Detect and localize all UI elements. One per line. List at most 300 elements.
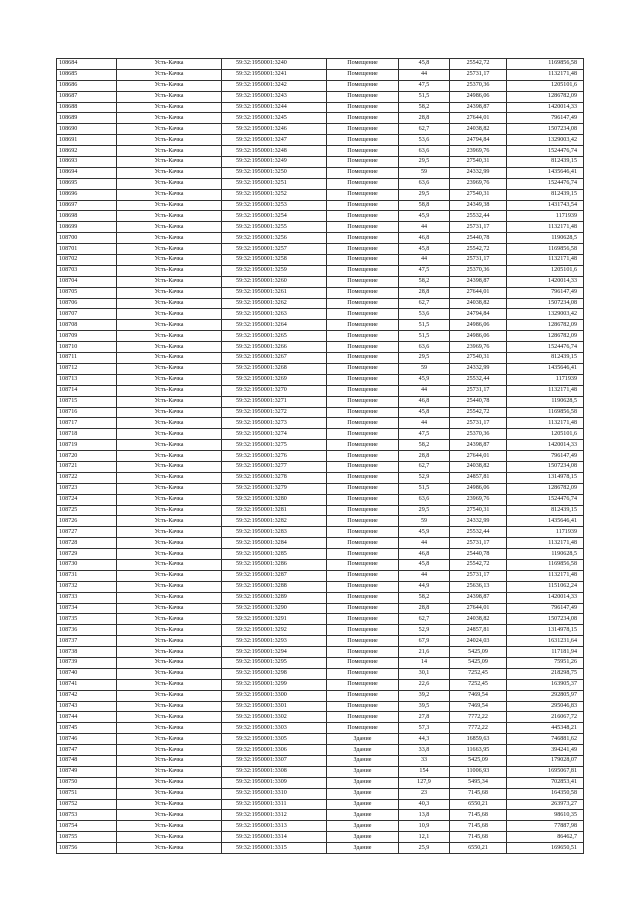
table-row (57, 200, 584, 211)
cell-unit-value: 24398,87 (450, 592, 507, 603)
cell-settlement: Усть-Качка (117, 189, 222, 200)
cell-record-number: 108698 (57, 211, 117, 222)
cell-cadastral-value: 1205101,6 (507, 429, 584, 440)
cell-object-type: Помещение (327, 353, 399, 364)
cell-area: 58,2 (399, 276, 450, 287)
cell-record-number: 108736 (57, 625, 117, 636)
cell-cadastral-value: 1205101,6 (507, 80, 584, 91)
cell-unit-value: 25532,44 (450, 211, 507, 222)
table-row (57, 843, 584, 854)
cell-cadastral-value: 1132171,48 (507, 222, 584, 233)
table-row (57, 592, 584, 603)
table-row (57, 712, 584, 723)
cell-unit-value: 25370,36 (450, 265, 507, 276)
cell-unit-value: 24986,06 (450, 331, 507, 342)
cell-unit-value: 25542,72 (450, 59, 507, 70)
cell-cadastral-number: 59:32:1950001:3293 (222, 636, 327, 647)
cell-record-number: 108727 (57, 527, 117, 538)
cell-cadastral-value: 796147,49 (507, 287, 584, 298)
cell-cadastral-value: 1190628,5 (507, 549, 584, 560)
cell-settlement: Усть-Качка (117, 320, 222, 331)
cell-cadastral-number: 59:32:1950001:3270 (222, 385, 327, 396)
cell-object-type: Помещение (327, 91, 399, 102)
cell-object-type: Помещение (327, 679, 399, 690)
cell-record-number: 108706 (57, 298, 117, 309)
cell-record-number: 108730 (57, 559, 117, 570)
cell-area: 44,9 (399, 581, 450, 592)
cell-record-number: 108726 (57, 516, 117, 527)
cell-cadastral-number: 59:32:1950001:3251 (222, 178, 327, 189)
cell-unit-value: 11006,93 (450, 766, 507, 777)
cell-object-type: Помещение (327, 80, 399, 91)
cell-cadastral-number: 59:32:1950001:3268 (222, 363, 327, 374)
cell-unit-value: 27540,31 (450, 353, 507, 364)
cell-cadastral-value: 169650,51 (507, 843, 584, 854)
table-row (57, 679, 584, 690)
cell-object-type: Помещение (327, 647, 399, 658)
cell-cadastral-number: 59:32:1950001:3255 (222, 222, 327, 233)
cell-record-number: 108691 (57, 135, 117, 146)
cell-object-type: Помещение (327, 233, 399, 244)
cell-cadastral-value: 1171939 (507, 374, 584, 385)
cell-cadastral-number: 59:32:1950001:3246 (222, 124, 327, 135)
cell-area: 63,6 (399, 146, 450, 157)
cell-record-number: 108748 (57, 756, 117, 767)
cell-area: 58,2 (399, 440, 450, 451)
cell-unit-value: 27644,01 (450, 113, 507, 124)
cell-area: 58,2 (399, 592, 450, 603)
cell-area: 51,5 (399, 91, 450, 102)
cell-object-type: Помещение (327, 625, 399, 636)
cell-unit-value: 23969,76 (450, 178, 507, 189)
cell-settlement: Усть-Качка (117, 298, 222, 309)
table-row (57, 396, 584, 407)
cell-unit-value: 24038,82 (450, 124, 507, 135)
cell-settlement: Усть-Качка (117, 668, 222, 679)
cell-unit-value: 25731,17 (450, 538, 507, 549)
cell-object-type: Помещение (327, 396, 399, 407)
table-body (57, 59, 584, 854)
cell-unit-value: 24986,06 (450, 91, 507, 102)
cell-object-type: Здание (327, 756, 399, 767)
cell-unit-value: 24794,84 (450, 309, 507, 320)
table-row (57, 124, 584, 135)
cell-record-number: 108722 (57, 472, 117, 483)
cell-cadastral-value: 98610,35 (507, 810, 584, 821)
table-row (57, 287, 584, 298)
cell-cadastral-value: 1132171,48 (507, 255, 584, 266)
cell-unit-value: 27644,01 (450, 287, 507, 298)
cell-record-number: 108724 (57, 494, 117, 505)
cell-record-number: 108699 (57, 222, 117, 233)
cell-record-number: 108697 (57, 200, 117, 211)
cell-cadastral-value: 812439,15 (507, 353, 584, 364)
cell-record-number: 108740 (57, 668, 117, 679)
cell-unit-value: 25731,17 (450, 385, 507, 396)
cell-cadastral-value: 796147,49 (507, 451, 584, 462)
cell-cadastral-value: 1524476,74 (507, 494, 584, 505)
cell-area: 45,9 (399, 374, 450, 385)
cell-settlement: Усть-Качка (117, 788, 222, 799)
cell-settlement: Усть-Качка (117, 821, 222, 832)
cell-object-type: Помещение (327, 331, 399, 342)
cell-unit-value: 6550,21 (450, 799, 507, 810)
table-row (57, 636, 584, 647)
cell-cadastral-number: 59:32:1950001:3305 (222, 734, 327, 745)
cell-area: 154 (399, 766, 450, 777)
cell-settlement: Усть-Качка (117, 549, 222, 560)
cell-cadastral-number: 59:32:1950001:3257 (222, 244, 327, 255)
cell-object-type: Помещение (327, 222, 399, 233)
cell-record-number: 108711 (57, 353, 117, 364)
cell-cadastral-number: 59:32:1950001:3273 (222, 418, 327, 429)
cell-cadastral-number: 59:32:1950001:3279 (222, 483, 327, 494)
table-row (57, 614, 584, 625)
cell-record-number: 108739 (57, 657, 117, 668)
cell-object-type: Помещение (327, 287, 399, 298)
cell-settlement: Усть-Качка (117, 570, 222, 581)
table-row (57, 461, 584, 472)
cell-area: 45,8 (399, 244, 450, 255)
cell-cadastral-value: 1507234,08 (507, 614, 584, 625)
cell-area: 44 (399, 385, 450, 396)
cell-area: 45,8 (399, 559, 450, 570)
table-row (57, 821, 584, 832)
cell-unit-value: 24857,81 (450, 472, 507, 483)
cell-object-type: Помещение (327, 374, 399, 385)
table-row (57, 505, 584, 516)
cell-unit-value: 7252,45 (450, 668, 507, 679)
cell-settlement: Усть-Качка (117, 440, 222, 451)
cell-object-type: Помещение (327, 690, 399, 701)
cell-record-number: 108710 (57, 342, 117, 353)
cell-cadastral-number: 59:32:1950001:3262 (222, 298, 327, 309)
cell-area: 46,8 (399, 233, 450, 244)
table-row (57, 788, 584, 799)
cell-record-number: 108717 (57, 418, 117, 429)
cell-settlement: Усть-Качка (117, 124, 222, 135)
cell-object-type: Помещение (327, 549, 399, 560)
cell-unit-value: 24398,87 (450, 440, 507, 451)
cell-record-number: 108733 (57, 592, 117, 603)
cell-cadastral-number: 59:32:1950001:3264 (222, 320, 327, 331)
table-row (57, 559, 584, 570)
cell-record-number: 108703 (57, 265, 117, 276)
cell-unit-value: 24398,87 (450, 276, 507, 287)
table-row (57, 418, 584, 429)
cell-object-type: Помещение (327, 592, 399, 603)
cell-unit-value: 6550,21 (450, 843, 507, 854)
cell-object-type: Помещение (327, 69, 399, 80)
cell-cadastral-number: 59:32:1950001:3312 (222, 810, 327, 821)
cell-record-number: 108719 (57, 440, 117, 451)
cell-settlement: Усть-Качка (117, 832, 222, 843)
cell-object-type: Помещение (327, 211, 399, 222)
table-row (57, 233, 584, 244)
cell-settlement: Усть-Качка (117, 777, 222, 788)
table-row (57, 766, 584, 777)
table-row (57, 265, 584, 276)
cell-area: 45,9 (399, 527, 450, 538)
cell-unit-value: 25532,44 (450, 527, 507, 538)
cell-cadastral-number: 59:32:1950001:3308 (222, 766, 327, 777)
cell-cadastral-number: 59:32:1950001:3248 (222, 146, 327, 157)
cell-settlement: Усть-Качка (117, 461, 222, 472)
cell-unit-value: 25731,17 (450, 222, 507, 233)
cell-unit-value: 25370,36 (450, 429, 507, 440)
cell-cadastral-value: 1169856,58 (507, 244, 584, 255)
cell-settlement: Усть-Качка (117, 723, 222, 734)
cell-record-number: 108696 (57, 189, 117, 200)
cell-settlement: Усть-Качка (117, 657, 222, 668)
cell-settlement: Усть-Качка (117, 178, 222, 189)
cell-record-number: 108720 (57, 451, 117, 462)
cell-cadastral-number: 59:32:1950001:3263 (222, 309, 327, 320)
table-row (57, 701, 584, 712)
cell-area: 28,8 (399, 603, 450, 614)
cell-record-number: 108755 (57, 832, 117, 843)
cell-cadastral-value: 1631231,64 (507, 636, 584, 647)
cell-area: 52,9 (399, 625, 450, 636)
cell-settlement: Усть-Качка (117, 603, 222, 614)
cell-cadastral-value: 1435646,41 (507, 167, 584, 178)
cell-object-type: Помещение (327, 483, 399, 494)
cell-area: 30,1 (399, 668, 450, 679)
table-row (57, 178, 584, 189)
cell-cadastral-value: 292805,97 (507, 690, 584, 701)
cell-settlement: Усть-Качка (117, 451, 222, 462)
cell-object-type: Помещение (327, 429, 399, 440)
cell-record-number: 108715 (57, 396, 117, 407)
cell-cadastral-number: 59:32:1950001:3244 (222, 102, 327, 113)
cell-cadastral-value: 1286782,09 (507, 331, 584, 342)
cell-record-number: 108741 (57, 679, 117, 690)
cell-cadastral-value: 796147,49 (507, 603, 584, 614)
cell-settlement: Усть-Качка (117, 407, 222, 418)
table-row (57, 385, 584, 396)
cell-object-type: Помещение (327, 440, 399, 451)
cell-cadastral-value: 1171939 (507, 527, 584, 538)
cell-cadastral-number: 59:32:1950001:3249 (222, 157, 327, 168)
table-row (57, 407, 584, 418)
cell-cadastral-value: 295046,83 (507, 701, 584, 712)
cell-settlement: Усть-Качка (117, 309, 222, 320)
cell-cadastral-number: 59:32:1950001:3242 (222, 80, 327, 91)
cell-area: 10,9 (399, 821, 450, 832)
cell-cadastral-value: 1420014,33 (507, 276, 584, 287)
table-row (57, 483, 584, 494)
cell-object-type: Здание (327, 821, 399, 832)
cell-unit-value: 25731,17 (450, 69, 507, 80)
cell-record-number: 108704 (57, 276, 117, 287)
cell-area: 62,7 (399, 298, 450, 309)
cell-settlement: Усть-Качка (117, 581, 222, 592)
cell-record-number: 108728 (57, 538, 117, 549)
cell-settlement: Усть-Качка (117, 342, 222, 353)
cell-record-number: 108693 (57, 157, 117, 168)
cell-cadastral-number: 59:32:1950001:3243 (222, 91, 327, 102)
cell-object-type: Помещение (327, 516, 399, 527)
cell-record-number: 108729 (57, 549, 117, 560)
cell-settlement: Усть-Качка (117, 211, 222, 222)
cell-record-number: 108692 (57, 146, 117, 157)
cell-unit-value: 25636,13 (450, 581, 507, 592)
cell-area: 40,3 (399, 799, 450, 810)
cell-area: 51,5 (399, 331, 450, 342)
cell-unit-value: 7469,54 (450, 690, 507, 701)
cell-cadastral-number: 59:32:1950001:3259 (222, 265, 327, 276)
cell-cadastral-value: 1190628,5 (507, 233, 584, 244)
cell-settlement: Усть-Качка (117, 91, 222, 102)
cell-object-type: Помещение (327, 320, 399, 331)
table-row (57, 146, 584, 157)
table-row (57, 135, 584, 146)
cell-cadastral-value: 1169856,58 (507, 59, 584, 70)
cell-area: 45,9 (399, 211, 450, 222)
cell-cadastral-number: 59:32:1950001:3300 (222, 690, 327, 701)
cell-cadastral-value: 117181,94 (507, 647, 584, 658)
table-row (57, 549, 584, 560)
cell-unit-value: 11663,95 (450, 745, 507, 756)
cell-record-number: 108686 (57, 80, 117, 91)
cell-settlement: Усть-Качка (117, 102, 222, 113)
cell-record-number: 108695 (57, 178, 117, 189)
table-row (57, 189, 584, 200)
cell-record-number: 108750 (57, 777, 117, 788)
cell-area: 28,8 (399, 451, 450, 462)
cell-unit-value: 25440,78 (450, 233, 507, 244)
cell-record-number: 108708 (57, 320, 117, 331)
cell-area: 27,8 (399, 712, 450, 723)
cell-cadastral-value: 1205101,6 (507, 265, 584, 276)
cell-area: 62,7 (399, 124, 450, 135)
cell-cadastral-number: 59:32:1950001:3265 (222, 331, 327, 342)
cell-cadastral-value: 812439,15 (507, 505, 584, 516)
cell-record-number: 108685 (57, 69, 117, 80)
cell-object-type: Помещение (327, 668, 399, 679)
cell-cadastral-value: 1132171,48 (507, 385, 584, 396)
cell-object-type: Помещение (327, 407, 399, 418)
cell-cadastral-number: 59:32:1950001:3301 (222, 701, 327, 712)
cell-area: 44 (399, 570, 450, 581)
cell-cadastral-number: 59:32:1950001:3277 (222, 461, 327, 472)
cell-object-type: Помещение (327, 135, 399, 146)
cell-area: 59 (399, 167, 450, 178)
cell-unit-value: 25542,72 (450, 559, 507, 570)
cell-cadastral-value: 1329003,42 (507, 135, 584, 146)
cell-unit-value: 24038,82 (450, 461, 507, 472)
table-row (57, 276, 584, 287)
table-row (57, 494, 584, 505)
cell-cadastral-value: 218298,75 (507, 668, 584, 679)
cell-object-type: Здание (327, 843, 399, 854)
table-row (57, 527, 584, 538)
cell-cadastral-value: 1435646,41 (507, 516, 584, 527)
cell-record-number: 108709 (57, 331, 117, 342)
cell-settlement: Усть-Качка (117, 157, 222, 168)
cell-cadastral-value: 1431743,54 (507, 200, 584, 211)
cell-settlement: Усть-Качка (117, 810, 222, 821)
cell-cadastral-value: 263973,27 (507, 799, 584, 810)
table-row (57, 723, 584, 734)
cell-cadastral-number: 59:32:1950001:3303 (222, 723, 327, 734)
cell-area: 47,5 (399, 80, 450, 91)
cell-object-type: Помещение (327, 276, 399, 287)
cell-cadastral-value: 164350,58 (507, 788, 584, 799)
cell-unit-value: 5425,09 (450, 657, 507, 668)
cell-record-number: 108723 (57, 483, 117, 494)
cell-cadastral-value: 812439,15 (507, 189, 584, 200)
cell-cadastral-value: 1507234,08 (507, 461, 584, 472)
table-row (57, 353, 584, 364)
cell-area: 62,7 (399, 461, 450, 472)
cell-cadastral-value: 1329003,42 (507, 309, 584, 320)
table-row (57, 603, 584, 614)
cell-record-number: 108747 (57, 745, 117, 756)
cell-settlement: Усть-Качка (117, 385, 222, 396)
cell-cadastral-value: 163905,37 (507, 679, 584, 690)
cell-record-number: 108752 (57, 799, 117, 810)
cell-object-type: Помещение (327, 570, 399, 581)
cell-record-number: 108684 (57, 59, 117, 70)
cell-cadastral-number: 59:32:1950001:3256 (222, 233, 327, 244)
cell-cadastral-number: 59:32:1950001:3287 (222, 570, 327, 581)
cell-area: 22,6 (399, 679, 450, 690)
cell-cadastral-number: 59:32:1950001:3302 (222, 712, 327, 723)
cell-unit-value: 27540,31 (450, 157, 507, 168)
cell-settlement: Усть-Качка (117, 276, 222, 287)
cell-object-type: Помещение (327, 189, 399, 200)
table-row (57, 657, 584, 668)
cell-cadastral-value: 1507234,08 (507, 124, 584, 135)
cell-cadastral-number: 59:32:1950001:3261 (222, 287, 327, 298)
table-row (57, 320, 584, 331)
cell-object-type: Помещение (327, 559, 399, 570)
cell-object-type: Помещение (327, 178, 399, 189)
cell-record-number: 108734 (57, 603, 117, 614)
cell-cadastral-number: 59:32:1950001:3315 (222, 843, 327, 854)
cell-record-number: 108713 (57, 374, 117, 385)
cell-settlement: Усть-Качка (117, 592, 222, 603)
cell-unit-value: 7772,22 (450, 712, 507, 723)
cell-cadastral-value: 445348,21 (507, 723, 584, 734)
cell-record-number: 108687 (57, 91, 117, 102)
cell-record-number: 108702 (57, 255, 117, 266)
cell-cadastral-value: 1695067,81 (507, 766, 584, 777)
cell-unit-value: 7469,54 (450, 701, 507, 712)
cell-object-type: Помещение (327, 102, 399, 113)
cell-cadastral-number: 59:32:1950001:3286 (222, 559, 327, 570)
cell-cadastral-number: 59:32:1950001:3298 (222, 668, 327, 679)
cell-settlement: Усть-Качка (117, 363, 222, 374)
table-row (57, 374, 584, 385)
cell-record-number: 108754 (57, 821, 117, 832)
cell-area: 23 (399, 788, 450, 799)
cell-settlement: Усть-Качка (117, 494, 222, 505)
cell-cadastral-number: 59:32:1950001:3299 (222, 679, 327, 690)
cell-record-number: 108712 (57, 363, 117, 374)
cell-record-number: 108718 (57, 429, 117, 440)
cell-area: 47,5 (399, 429, 450, 440)
cell-unit-value: 27540,31 (450, 189, 507, 200)
cell-record-number: 108700 (57, 233, 117, 244)
cell-object-type: Помещение (327, 614, 399, 625)
cell-area: 44,3 (399, 734, 450, 745)
cell-area: 58,8 (399, 200, 450, 211)
cell-area: 29,5 (399, 505, 450, 516)
cell-unit-value: 23969,76 (450, 146, 507, 157)
cell-unit-value: 5425,09 (450, 756, 507, 767)
